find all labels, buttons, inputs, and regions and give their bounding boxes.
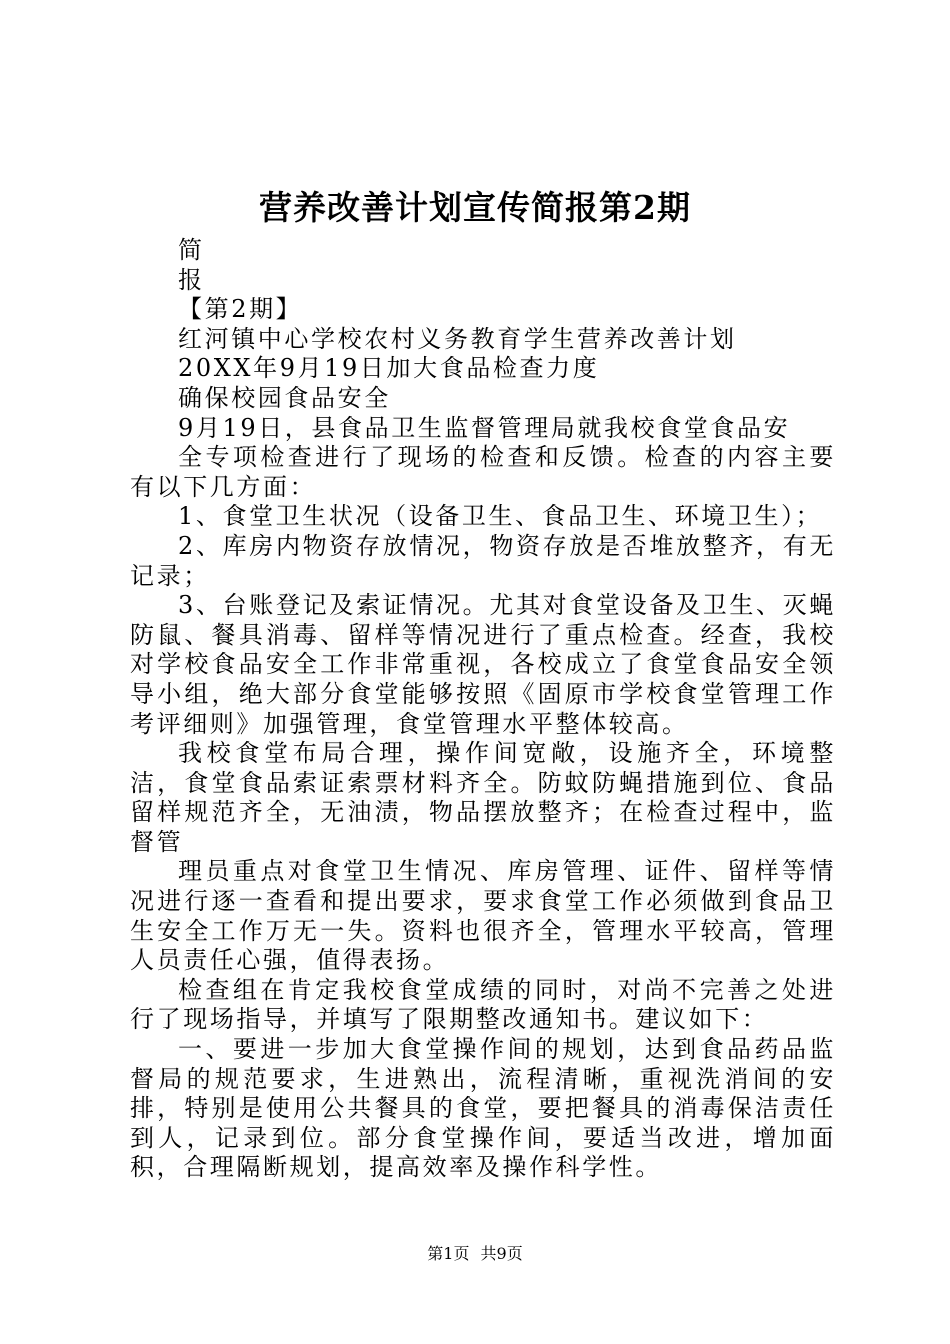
page-footer <box>0 1243 950 1265</box>
paragraph: 一、要进一步加大食堂操作间的规划，达到食品药品监督局的规范要求，生进熟出，流程清晰，重视洗消间的安排，特别是使用公共餐具的食堂，要把餐具的消毒保洁责任到人，记录到位。部分食堂操作间，要适当改进，增加面积，合理隔断规划，提高效率及操作科学性。 <box>130 1035 836 1182</box>
header-line: 简 <box>178 236 205 264</box>
header-line: 9月19日，县食品卫生监督管理局就我校食堂食品安 <box>178 413 791 442</box>
page-total: 共9页 <box>480 1244 523 1263</box>
header-line: 20XX年9月19日加大食品检查力度 <box>178 354 600 383</box>
paragraph: 理员重点对食堂卫生情况、库房管理、证件、留样等情况进行逐一查看和提出要求，要求食堂工作必须做到食品卫生安全工作万无一失。资料也很齐全，管理水平较高，管理人员责任心强，值得表扬。 <box>130 857 836 975</box>
document-title: 营养改善计划宣传简报第2期 <box>259 188 691 227</box>
paragraph: 检查组在肯定我校食堂成绩的同时，对尚不完善之处进行了现场指导，并填写了限期整改通知书。建议如下： <box>130 975 836 1034</box>
document-body <box>130 236 836 1183</box>
header-line: 红河镇中心学校农村义务教育学生营养改善计划 <box>178 324 737 353</box>
paragraph: 1、食堂卫生状况（设备卫生、食品卫生、环境卫生）； <box>178 502 823 531</box>
paragraph: 2、库房内物资存放情况，物资存放是否堆放整齐，有无记录； <box>130 531 836 590</box>
header-line: 报 <box>178 265 205 294</box>
paragraph: 3、台账登记及索证情况。尤其对食堂设备及卫生、灭蝇防鼠、餐具消毒、留样等情况进行了重点检查。经查，我校对学校食品安全工作非常重视，各校成立了食堂食品安全领导小组，绝大部分食堂能够按照《固原市学校食堂管理工作考评细则》加强管理，食堂管理水平整体较高。 <box>130 591 836 738</box>
page-number: 第1页 <box>427 1244 470 1263</box>
issue-number: 【第2期】 <box>178 295 303 324</box>
header-line: 确保校园食品安全 <box>178 383 391 412</box>
paragraph: 我校食堂布局合理，操作间宽敞，设施齐全，环境整洁，食堂食品索证索票材料齐全。防蚊防蝇措施到位、食品留样规范齐全，无油渍，物品摆放整齐；在检查过程中，监督管 <box>130 739 836 856</box>
paragraph: 全专项检查进行了现场的检查和反馈。检查的内容主要有以下几方面： <box>130 443 836 501</box>
